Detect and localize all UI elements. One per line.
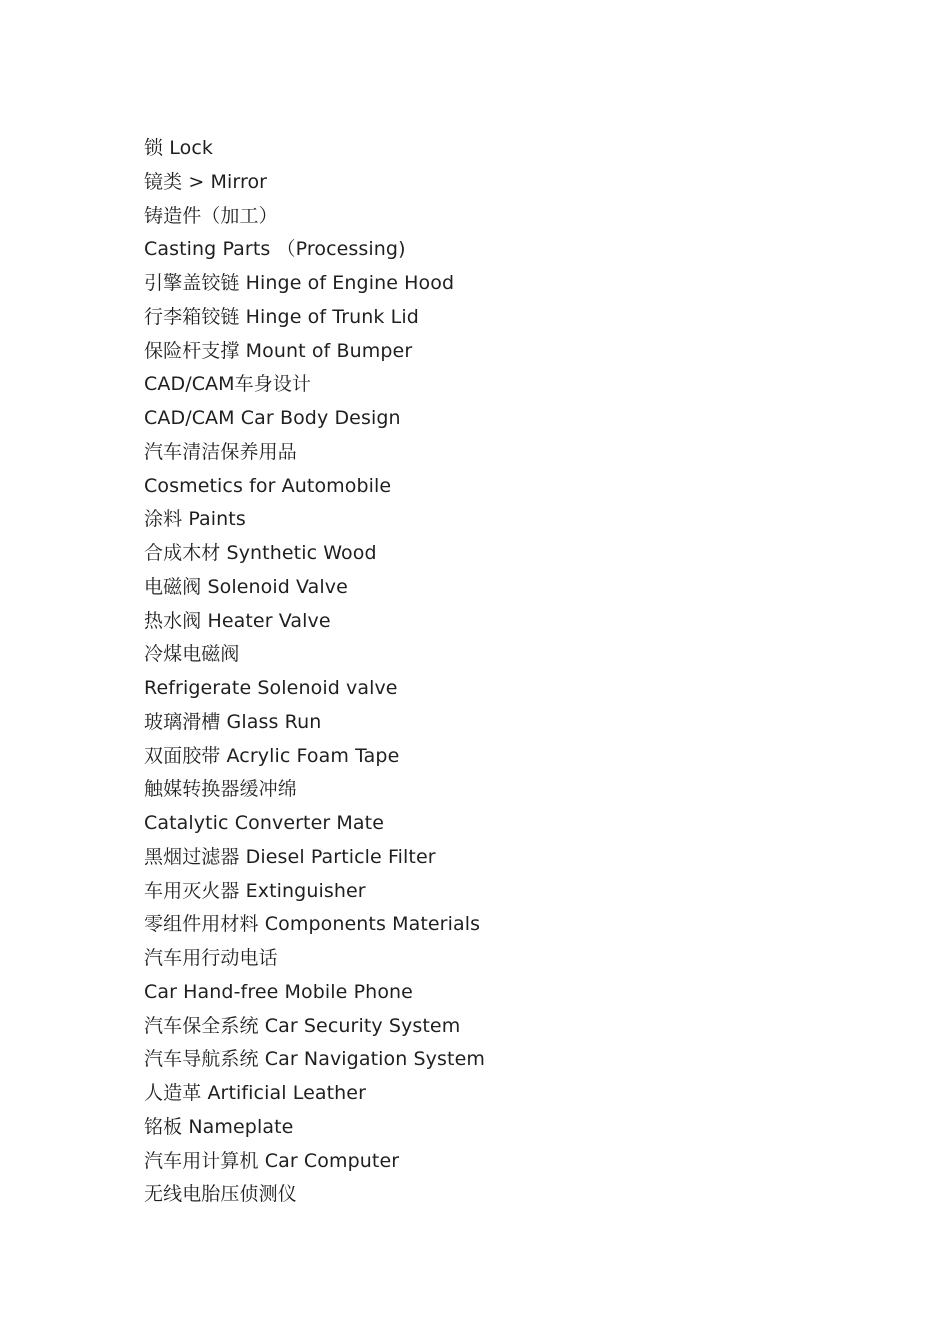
term-line: 零组件用材料 Components Materials: [144, 913, 481, 936]
term-line: 铸造件（加工）: [144, 204, 278, 227]
term-line: 车用灭火器 Extinguisher: [144, 879, 366, 902]
term-line: 行李箱铰链 Hinge of Trunk Lid: [144, 305, 419, 328]
term-line: CAD/CAM Car Body Design: [144, 407, 401, 429]
term-line: 热水阀 Heater Valve: [144, 609, 331, 632]
term-line: 汽车导航系统 Car Navigation System: [144, 1048, 485, 1071]
term-line: 汽车用行动电话: [144, 947, 278, 969]
term-line: Car Hand-free Mobile Phone: [144, 980, 413, 1003]
term-line: 触媒转换器缓冲绵: [144, 778, 297, 801]
term-line: Casting Parts （Processing): [144, 238, 406, 261]
term-line: 冷煤电磁阀: [144, 643, 240, 666]
term-line: 无线电胎压侦测仪: [144, 1183, 297, 1206]
term-line: 镜类 > Mirror: [144, 170, 268, 193]
term-line: 汽车保全系统 Car Security System: [144, 1014, 461, 1037]
term-line: 锁 Lock: [144, 137, 213, 159]
term-list: [144, 132, 485, 1212]
term-line: 玻璃滑槽 Glass Run: [144, 710, 322, 733]
term-line: 汽车用计算机 Car Computer: [144, 1149, 400, 1172]
term-line: 保险杆支撑 Mount of Bumper: [144, 339, 413, 362]
term-line: 黑烟过滤器 Diesel Particle Filter: [144, 845, 436, 868]
term-line: Refrigerate Solenoid valve: [144, 677, 398, 699]
term-line: 合成木材 Synthetic Wood: [144, 542, 377, 564]
term-line: Cosmetics for Automobile: [144, 474, 392, 497]
term-line: 电磁阀 Solenoid Valve: [144, 575, 348, 598]
term-line: 铭板 Nameplate: [144, 1115, 294, 1138]
term-line: 人造革 Artificial Leather: [144, 1082, 367, 1104]
term-line: 双面胶带 Acrylic Foam Tape: [144, 744, 400, 767]
term-line: Catalytic Converter Mate: [144, 812, 384, 834]
term-line: 涂料 Paints: [144, 508, 246, 531]
term-line: 汽车清洁保养用品: [144, 440, 297, 463]
term-line: CAD/CAM车身设计: [144, 373, 312, 396]
term-line: 引擎盖铰链 Hinge of Engine Hood: [144, 272, 455, 294]
